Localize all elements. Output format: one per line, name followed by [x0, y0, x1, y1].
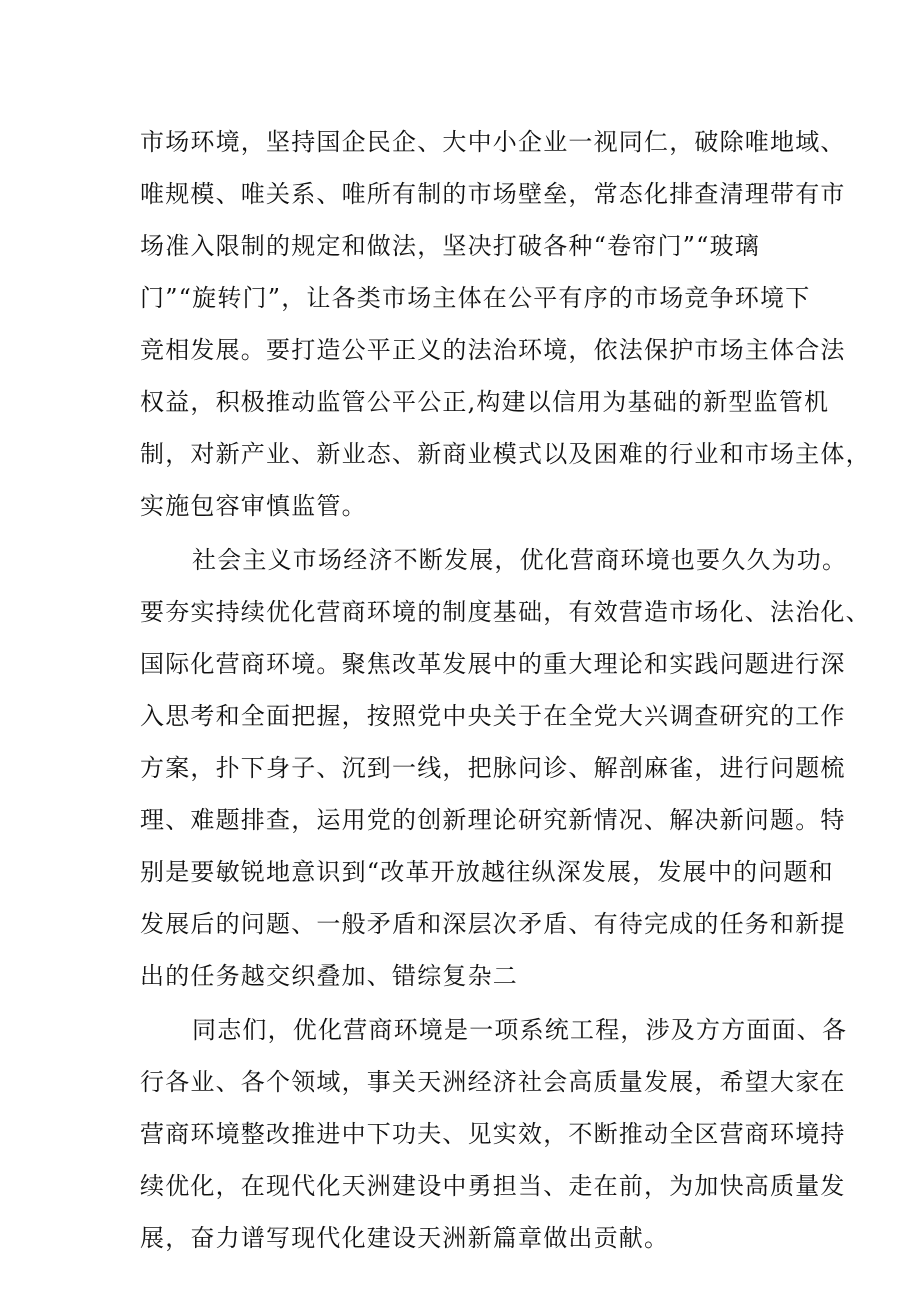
paragraph-2-line-9: 出的任务越交织叠加、错综复杂二	[140, 962, 518, 990]
paragraph-3-line-5: 展，奋力谱写现代化建设天洲新篇章做出贡献。	[140, 1224, 670, 1252]
paragraph-2-line-3: 国际化营商环境。聚焦改革发展中的重大理论和实践问题进行深	[140, 650, 846, 678]
paragraph-3-line-2: 行各业、各个领域，事关天洲经济社会高质量发展，希望大家在	[140, 1068, 846, 1096]
paragraph-1-line-4: 门”“旋转门”，让各类市场主体在公平有序的市场竞争环境下	[140, 284, 811, 312]
paragraph-2-line-1: 社会主义市场经济不断发展，优化营商环境也要久久为功。	[192, 546, 848, 574]
paragraph-2-line-7: 别是要敏锐地意识到“改革开放越往纵深发展，发展中的问题和	[140, 858, 834, 886]
paragraph-1-line-7: 制，对新产业、新业态、新商业模式以及困难的行业和市场主体，	[140, 440, 871, 468]
paragraph-1-line-8: 实施包容审慎监管。	[140, 492, 367, 520]
paragraph-1-line-6: 权益，积极推动监管公平公正,构建以信用为基础的新型监管机	[140, 388, 830, 416]
paragraph-2-line-8: 发展后的问题、一般矛盾和深层次矛盾、有待完成的任务和新提	[140, 910, 846, 938]
paragraph-2-line-4: 入思考和全面把握，按照党中央关于在全党大兴调查研究的工作	[140, 702, 846, 730]
paragraph-2-line-5: 方案，扑下身子、沉到一线，把脉问诊、解剖麻雀，进行问题梳	[140, 754, 846, 782]
paragraph-1-line-1: 市场环境，坚持国企民企、大中小企业一视同仁，破除唯地域、	[140, 128, 846, 156]
paragraph-3-line-4: 续优化，在现代化天洲建设中勇担当、走在前，为加快高质量发	[140, 1172, 846, 1200]
paragraph-3-line-3: 营商环境整改推进中下功夫、见实效，不断推动全区营商环境持	[140, 1120, 846, 1148]
paragraph-1-line-5: 竞相发展。要打造公平正义的法治环境，依法保护市场主体合法	[140, 336, 846, 364]
paragraph-3-line-1: 同志们，优化营商环境是一项系统工程，涉及方方面面、各	[192, 1016, 848, 1044]
paragraph-1-line-3: 场准入限制的规定和做法，坚决打破各种“卷帘门”“玻璃	[140, 232, 761, 260]
paragraph-1-line-2: 唯规模、唯关系、唯所有制的市场壁垒，常态化排查清理带有市	[140, 180, 846, 208]
paragraph-2-line-2: 要夯实持续优化营商环境的制度基础，有效营造市场化、法治化、	[140, 598, 871, 626]
paragraph-2-line-6: 理、难题排查，运用党的创新理论研究新情况、解决新问题。特	[140, 806, 846, 834]
